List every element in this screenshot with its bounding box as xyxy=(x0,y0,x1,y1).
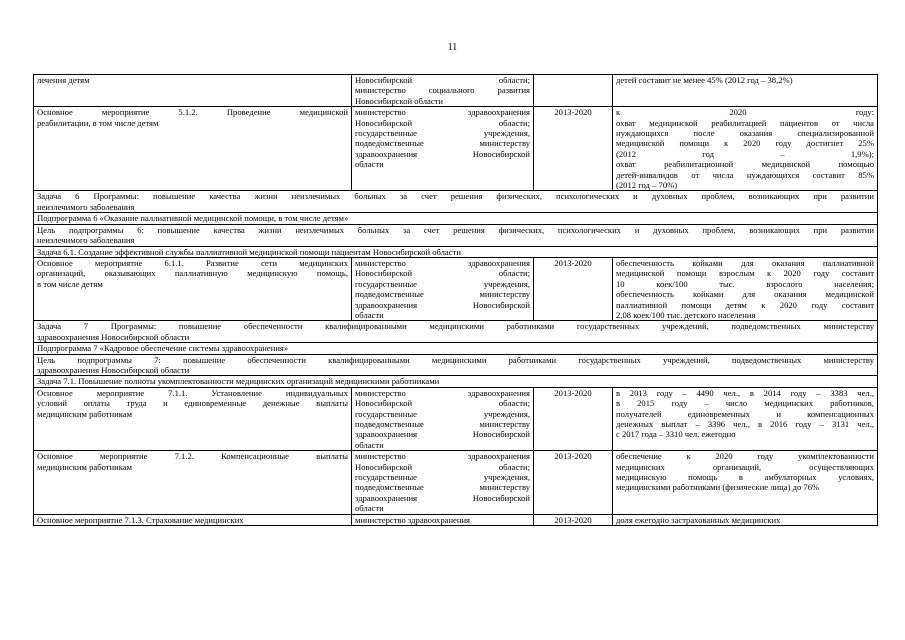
cell-line: получателей единовременных и компенсационных xyxy=(616,408,874,419)
executor-cell xyxy=(352,75,534,107)
activity-name-cell xyxy=(34,75,352,107)
executor-cell xyxy=(352,451,534,514)
cell-line: неизлечимого заболевания xyxy=(37,201,135,212)
section-row xyxy=(34,343,878,354)
period-cell: 2013-2020 xyxy=(534,514,613,525)
result-cell xyxy=(613,107,878,191)
cell-line: медицинских организаций, осуществляющих xyxy=(616,461,874,472)
cell-line: условий оплаты труда и единовременные денежные выплаты xyxy=(37,398,348,409)
cell-line: денежных выплат – 3396 чел., в 2016 году – 3131 чел., xyxy=(616,419,874,429)
cell-line: паллиативной помощи детям к 2020 году составит xyxy=(616,299,874,310)
cell-line: в 2013 году – 4490 чел., в 2014 году – 3383 чел., xyxy=(616,387,874,398)
cell-line: Основное мероприятие 7.1.1. Установление индивидуальных xyxy=(37,387,348,398)
cell-line: министерство здравоохранения xyxy=(355,257,530,268)
cell-line: Задача 7.1. Повышение полноты укомплектованности медицинских организаций медицинскими работниками xyxy=(37,376,440,387)
section-cell xyxy=(34,213,878,224)
cell-line: детей-инвалидов от числа нуждающихся составит 85% xyxy=(616,169,874,180)
cell-line: подведомственные министерству xyxy=(355,419,530,429)
cell-line: Цель подпрограммы 7: повышение обеспеченности квалифицированными медицинскими работниками государственных учреждений, подведомственных министерству xyxy=(37,354,874,365)
executor-cell xyxy=(352,514,534,525)
cell-line: области xyxy=(355,309,384,320)
activity-name-cell xyxy=(34,451,352,514)
activity-name-cell xyxy=(34,514,352,525)
period-cell: 2013-2020 xyxy=(534,387,613,450)
section-cell xyxy=(34,376,878,387)
section-row xyxy=(34,376,878,387)
cell-line: Новосибирской области; xyxy=(355,75,530,85)
section-row xyxy=(34,321,878,343)
cell-line: Цель подпрограммы 6: повышение качества жизни неизлечимых больных за счет решения физических, психологических и духовных проблем, возникающих при развитии xyxy=(37,224,874,235)
cell-line: медицинской помощи взрослым к 2020 году составит xyxy=(616,268,874,279)
section-row xyxy=(34,191,878,213)
result-cell xyxy=(613,514,878,525)
cell-line: медицинскими работниками (физические лица) до 76% xyxy=(616,482,820,493)
cell-line: области xyxy=(355,439,384,450)
cell-line: подведомственные министерству xyxy=(355,482,530,493)
cell-line: обеспеченность койками для оказания медицинской xyxy=(616,289,874,300)
cell-line: обеспечение к 2020 году укомплектованности xyxy=(616,451,874,462)
cell-line: государственные учреждения, xyxy=(355,128,530,139)
cell-line: государственные учреждения, xyxy=(355,278,530,289)
cell-line: здравоохранения Новосибирской области xyxy=(37,331,190,342)
cell-line: 2,08 коек/100 тыс. детского населения xyxy=(616,309,756,320)
cell-line: реабилитации, в том числе детям xyxy=(37,117,159,128)
cell-line: охват реабилитационной медицинской помощью xyxy=(616,159,874,170)
cell-line: области xyxy=(355,159,384,170)
cell-line: Основное мероприятие 7.1.3. Страхование медицинских xyxy=(37,514,244,525)
section-cell xyxy=(34,224,878,246)
activity-row xyxy=(34,387,878,450)
executor-cell xyxy=(352,257,534,320)
result-cell xyxy=(613,257,878,320)
cell-line: медицинским работникам xyxy=(37,408,133,419)
executor-cell xyxy=(352,387,534,450)
section-row xyxy=(34,213,878,224)
activity-name-cell xyxy=(34,257,352,320)
activity-row xyxy=(34,75,878,107)
cell-line: в том числе детям xyxy=(37,278,103,289)
period-cell: 2013-2020 xyxy=(534,451,613,514)
cell-line: Новосибирской области xyxy=(355,95,444,106)
section-row xyxy=(34,246,878,257)
cell-line: министерство здравоохранения xyxy=(355,451,530,462)
activity-row xyxy=(34,107,878,191)
cell-line: к 2020 году: xyxy=(616,107,874,118)
cell-line: здравоохранения Новосибирской xyxy=(355,299,530,310)
section-row xyxy=(34,224,878,246)
section-cell xyxy=(34,321,878,343)
cell-line: доля ежегодно застрахованных медицинских xyxy=(616,514,781,525)
activity-row xyxy=(34,514,878,525)
activity-row xyxy=(34,451,878,514)
cell-line: министерство здравоохранения xyxy=(355,387,530,398)
activity-name-cell xyxy=(34,107,352,191)
cell-line: Новосибирской области; xyxy=(355,461,530,472)
cell-line: детей составит не менее 45% (2012 год – 38,2%) xyxy=(616,75,793,85)
cell-line: Основное мероприятие 7.1.2. Компенсационные выплаты xyxy=(37,451,348,462)
cell-line: Новосибирской области; xyxy=(355,268,530,279)
cell-line: здравоохранения Новосибирской области xyxy=(37,364,190,375)
executor-cell xyxy=(352,107,534,191)
activity-row xyxy=(34,257,878,320)
cell-line: (2012 год – 1,9%); xyxy=(616,148,874,159)
period-cell: 2013-2020 xyxy=(534,257,613,320)
cell-line: здравоохранения Новосибирской xyxy=(355,492,530,503)
cell-line: Новосибирской области; xyxy=(355,398,530,409)
section-cell xyxy=(34,191,878,213)
cell-line: обеспеченность койками для оказания паллиативной xyxy=(616,257,874,268)
cell-line: области xyxy=(355,503,384,514)
cell-line: нуждающихся после оказания специализированной xyxy=(616,128,874,139)
result-cell xyxy=(613,451,878,514)
cell-line: медицинскую помощь в амбулаторных условиях, xyxy=(616,472,874,483)
period-cell: 2013-2020 xyxy=(534,107,613,191)
cell-line: Подпрограмма 6 «Оказание паллиативной медицинской помощи, в том числе детям» xyxy=(37,213,349,224)
period-cell xyxy=(534,75,613,107)
activity-name-cell xyxy=(34,387,352,450)
program-activities-table xyxy=(33,74,878,526)
cell-line: министерство здравоохранения xyxy=(355,107,530,118)
section-cell xyxy=(34,354,878,376)
cell-line: 10 коек/100 тыс. взрослого населения; xyxy=(616,278,874,289)
cell-line: Новосибирской области; xyxy=(355,117,530,128)
cell-line: медицинской помощи к 2020 году достигнет 25% xyxy=(616,138,874,149)
cell-line: лечения детям xyxy=(37,75,90,85)
cell-line: Подпрограмма 7 «Кадровое обеспечение системы здравоохранения» xyxy=(37,343,289,354)
cell-line: министерство здравоохранения xyxy=(355,514,471,525)
cell-line: в 2015 году – число медицинских работников, xyxy=(616,398,874,409)
cell-line: государственные учреждения, xyxy=(355,472,530,483)
section-cell xyxy=(34,343,878,354)
cell-line: министерство социального развития xyxy=(355,85,530,96)
cell-line: Основное мероприятие 5.1.2. Проведение медицинской xyxy=(37,107,348,118)
cell-line: Основное мероприятие 6.1.1. Развитие сети медицинских xyxy=(37,257,348,268)
cell-line: организаций, оказывающих паллиативную медицинскую помощь, xyxy=(37,268,348,279)
cell-line: государственные учреждения, xyxy=(355,408,530,419)
cell-line: с 2017 года – 3310 чел. ежегодно xyxy=(616,429,736,440)
cell-line: Задача 6.1. Создание эффективной службы паллиативной медицинской помощи пациентам Новосибирской области xyxy=(37,246,461,257)
cell-line: здравоохранения Новосибирской xyxy=(355,429,530,440)
cell-line: неизлечимого заболевания xyxy=(37,235,135,246)
result-cell xyxy=(613,75,878,107)
cell-line: медицинским работникам xyxy=(37,461,133,472)
cell-line: Задача 6 Программы: повышение качества жизни неизлечимых больных за счет решения физических, психологических и духовных проблем, возникающих при развитии xyxy=(37,191,874,202)
section-row xyxy=(34,354,878,376)
cell-line: подведомственные министерству xyxy=(355,289,530,300)
cell-line: Задача 7 Программы: повышение обеспеченности квалифицированными медицинскими работниками государственных учреждений, подведомственных министерству xyxy=(37,321,874,332)
cell-line: (2012 год – 70%) xyxy=(616,180,678,191)
page-number: 11 xyxy=(447,42,458,53)
section-cell xyxy=(34,246,878,257)
result-cell xyxy=(613,387,878,450)
cell-line: охват медицинской реабилитацией пациентов от числа xyxy=(616,117,874,128)
cell-line: здравоохранения Новосибирской xyxy=(355,148,530,159)
cell-line: подведомственные министерству xyxy=(355,138,530,149)
